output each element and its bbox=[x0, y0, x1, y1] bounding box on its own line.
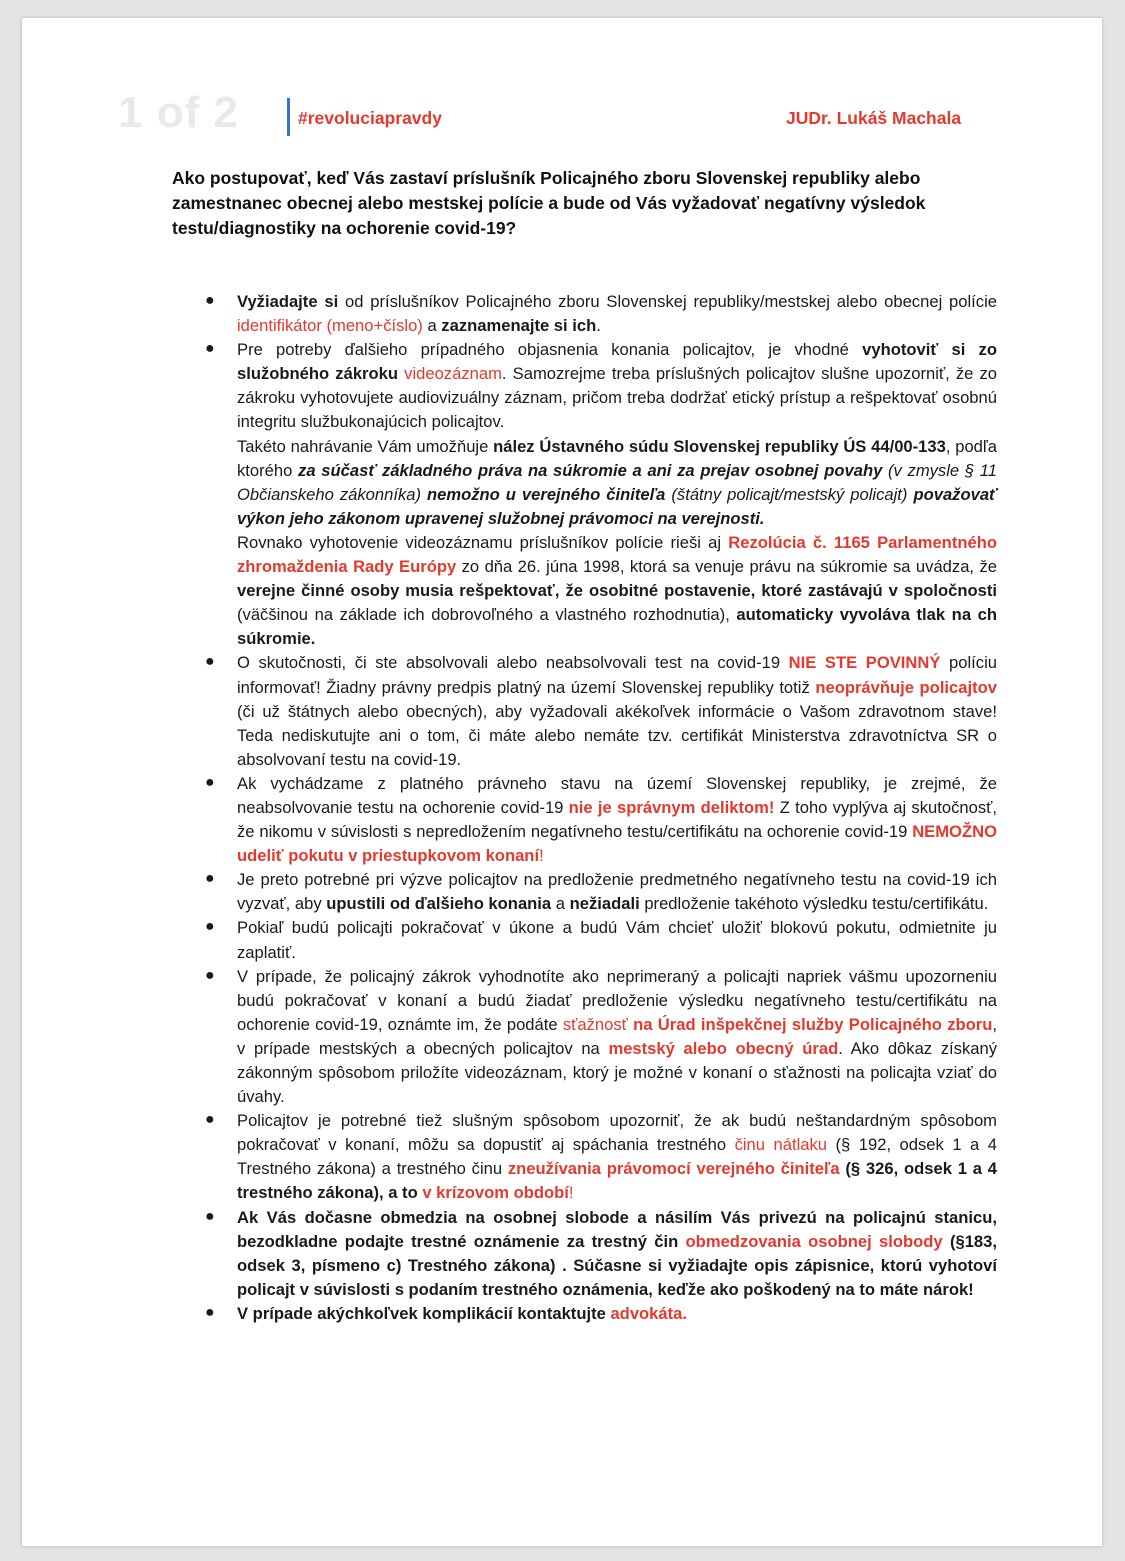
bullet-icon: ● bbox=[205, 966, 215, 984]
text-run: nežiadali bbox=[569, 894, 640, 914]
text-run: nález Ústavného súdu Slovenskej republiky ÚS 44/00-133 bbox=[493, 436, 946, 456]
text-run: ! bbox=[568, 1183, 574, 1203]
bullet-icon: ● bbox=[205, 1207, 215, 1225]
text-run: automaticky vyvoláva tlak na ch súkromie. bbox=[237, 605, 997, 649]
text-run: V prípade akýchkoľvek komplikácií kontaktujte bbox=[237, 1303, 611, 1323]
text-run: (štátny policajt/mestský policajt) bbox=[665, 484, 914, 504]
text-run: Rovnako vyhotovenie videozáznamu príslušníkov polície rieši aj bbox=[237, 532, 729, 552]
text-run: (v zmysle § 11 Občianskeho zákonníka) bbox=[237, 460, 997, 504]
text-run: (§183, odsek 3, písmeno c) Trestného zákona) . Súčasne si vyžiadajte opis zápisnice, ktorú vyhotoví policajt v súvislosti s podaním trestného oznámenia, keďže ako poškodený na to máte nárok! bbox=[237, 1231, 997, 1299]
text-run: Rezolúcia č. 1165 Parlamentného zhromaždenia Rady Európy bbox=[237, 532, 997, 577]
text-run: od príslušníkov Policajného zboru Slovenskej republiky/mestskej alebo obecnej polície bbox=[338, 292, 998, 311]
text-run: a bbox=[422, 316, 442, 336]
bullet-icon: ● bbox=[205, 870, 215, 888]
text-run: advokáta. bbox=[610, 1303, 688, 1323]
text-run: zneužívania právomocí verejného činiteľa bbox=[507, 1159, 840, 1179]
text-run: vyhotoviť si zo služobného zákroku bbox=[237, 340, 997, 384]
bullet-list bbox=[207, 290, 997, 1326]
list-item bbox=[207, 868, 997, 916]
text-run: mestský alebo obecný úrad bbox=[608, 1038, 839, 1058]
text-run: videozáznam bbox=[404, 364, 502, 384]
text-run: . Samozrejme treba príslušných policajtov slušne upozorniť, že zo zákroku vyhotovujete audiovizuálny záznam, pričom treba dodržať etický prístup a rešpektovať osobnú integritu službukonajúcich policajtov. bbox=[237, 364, 997, 432]
text-run: (väčšinou na základe ich dobrovoľného a vlastného rozhodnutia), bbox=[237, 605, 737, 625]
list-item bbox=[207, 965, 997, 1110]
text-run: NIE STE POVINNÝ bbox=[788, 653, 941, 673]
text-run: (§ 192, odsek 1 a 4 Trestného zákona) a trestného činu bbox=[237, 1135, 998, 1179]
list-item bbox=[207, 772, 997, 868]
bullet-icon: ● bbox=[205, 1303, 215, 1321]
list-item bbox=[207, 916, 997, 964]
text-run: V prípade, že policajný zákrok vyhodnotíte ako neprimeraný a policajti napriek vášmu upozorneniu budú pokračovať v konaní a budú žiadať predloženie výsledku negatívneho testu/certifikátu na ochorenie covid-19, oznámte im, že podáte bbox=[237, 966, 997, 1034]
text-run: Ak Vás dočasne obmedzia na osobnej slobode a násilím Vás privezú na policajnú stanicu, bezodkladne podajte trestné oznámenie za trestný čin bbox=[237, 1207, 997, 1251]
text-run: Z toho vyplýva aj skutočnosť, že nikomu v súvislosti s nepredložením negatívneho testu/certifikátu na ochorenie covid-19 bbox=[237, 797, 997, 842]
bullet-icon: ● bbox=[205, 292, 215, 309]
text-run: , podľa ktorého bbox=[237, 436, 997, 480]
header-divider bbox=[287, 98, 290, 136]
text-run: Policajtov je potrebné tiež slušným spôsobom upozorniť, že ak budú neštandardným spôsobom pokračovať v konaní, môžu sa dopustiť aj spáchania trestného bbox=[237, 1111, 997, 1155]
text-run: neoprávňuje policajtov bbox=[815, 677, 998, 697]
text-run: Pokiaľ budú policajti pokračovať v úkone a budú Vám chcieť uložiť blokovú pokutu, odmietnite ju zaplatiť. bbox=[237, 918, 997, 962]
text-run: NEMOŽNO udeliť pokutu v priestupkovom konaní bbox=[237, 822, 997, 866]
sub-paragraph bbox=[237, 531, 997, 651]
list-item bbox=[207, 1206, 997, 1302]
list-item bbox=[207, 1302, 997, 1326]
text-run: zaznamenajte si ich bbox=[441, 316, 597, 336]
text-run: sťažnosť bbox=[562, 1014, 634, 1034]
text-run: Ak vychádzame z platného právneho stavu na území Slovenskej republiky, je zrejmé, že neabsolvovanie testu na ochorenie covid-19 bbox=[237, 773, 997, 817]
sub-paragraph bbox=[237, 435, 997, 531]
author-name: JUDr. Lukáš Machala bbox=[786, 108, 962, 128]
document-heading: Ako postupovať, keď Vás zastaví príslušník Policajného zboru Slovenskej republiky alebo zamestnanec obecnej alebo mestskej polície a bude od Vás vyžadovať negatívny výsledok testu/diagnostiky na ochorenie covid-19? bbox=[172, 168, 926, 238]
text-run: (§ 326, odsek 1 a 4 trestného zákona), a to bbox=[237, 1159, 997, 1203]
text-run: zo dňa 26. júna 1998, ktorá sa venuje právu na súkromie sa uvádza, že bbox=[456, 557, 997, 577]
text-run: , v prípade mestských a obecných policajtov na bbox=[237, 1014, 997, 1058]
list-item bbox=[207, 290, 997, 338]
text-run: Pre potreby ďalšieho prípadného objasnenia konania policajtov, je vhodné bbox=[237, 340, 863, 360]
list-item bbox=[207, 1109, 997, 1205]
text-run: . Ako dôkaz získaný zákonným spôsobom priložíte videozáznam, ktorý je možné v konaní o sťažnosti na policajta vziať do úvahy. bbox=[237, 1038, 998, 1107]
text-run: . bbox=[596, 316, 601, 336]
text-run: Takéto nahrávanie Vám umožňuje bbox=[237, 436, 494, 456]
page-indicator: 1 of 2 bbox=[118, 88, 239, 137]
text-run: za súčasť základného práva na súkromie a ani za prejav osobnej povahy bbox=[298, 460, 883, 480]
text-run: považovať výkon jeho zákonom upravenej služobnej právomoci na verejnosti. bbox=[237, 484, 998, 528]
text-run: obmedzovania osobnej slobody bbox=[685, 1231, 943, 1251]
text-run: činu nátlaku bbox=[734, 1135, 828, 1155]
text-run: upustili od ďalšieho konania bbox=[326, 894, 552, 914]
text-run: verejne činné osoby musia rešpektovať, že osobitné postavenie, ktoré zastávajú v spoločnosti bbox=[237, 581, 997, 601]
bullet-icon: ● bbox=[205, 653, 215, 671]
text-run: Vyžiadajte si bbox=[237, 292, 339, 311]
list-item bbox=[207, 651, 997, 771]
text-run: ! bbox=[539, 846, 544, 866]
text-run: nie je správnym deliktom! bbox=[568, 797, 775, 817]
bullet-icon: ● bbox=[205, 1111, 215, 1129]
text-run: v krízovom období bbox=[422, 1183, 569, 1203]
text-run: a bbox=[551, 894, 570, 914]
text-run: nemožno u verejného činiteľa bbox=[426, 484, 666, 504]
bullet-icon: ● bbox=[205, 773, 215, 791]
text-run: políciu informovať! Žiadny právny predpis platný na území Slovenskej republiky totiž bbox=[237, 653, 998, 697]
bullet-icon: ● bbox=[205, 340, 215, 358]
text-run: predloženie takéhoto výsledku testu/certifikátu. bbox=[639, 894, 989, 914]
text-run: identifikátor (meno+číslo) bbox=[237, 316, 423, 336]
text-run: (či už štátnych alebo obecných), aby vyžadovali akékoľvek informácie o Vašom zdravotnom stave! Teda nediskutujte ani o tom, či máte alebo nemáte tzv. certifikát Ministerstva zdravotníctva SR o absolvovaní testu na covid-19. bbox=[237, 701, 997, 769]
document-page bbox=[22, 18, 1102, 1546]
hashtag: #revoluciapravdy bbox=[298, 108, 442, 128]
text-run: Je preto potrebné pri výzve policajtov na predloženie predmetného negatívneho testu na covid-19 ich vyzvať, aby bbox=[237, 870, 997, 914]
text-run: O skutočnosti, či ste absolvovali alebo neabsolvovali test na covid-19 bbox=[237, 653, 789, 673]
text-run: na Úrad inšpekčnej služby Policajného zboru bbox=[633, 1014, 993, 1034]
bullet-icon: ● bbox=[205, 918, 215, 936]
list-item bbox=[207, 338, 997, 651]
